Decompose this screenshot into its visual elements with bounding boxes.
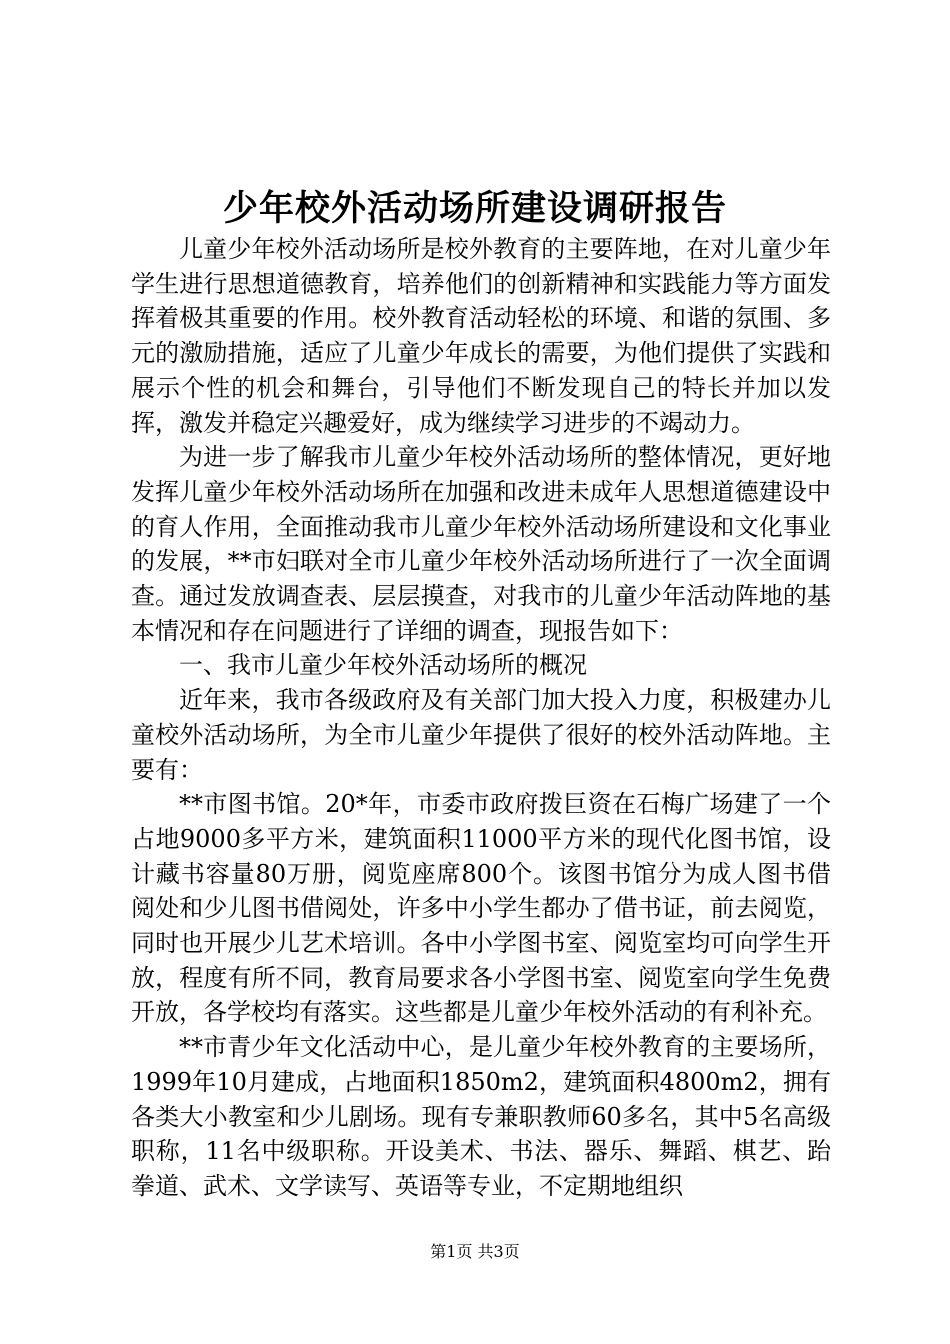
paragraph-recent-years: 近年来，我市各级政府及有关部门加大投入力度，积极建办儿童校外活动场所，为全市儿童少年提供了很好的校外活动阵地。主要有： xyxy=(131,686,831,784)
paragraph-survey: 为进一步了解我市儿童少年校外活动场所的整体情况，更好地发挥儿童少年校外活动场所在加强和改进未成年人思想道德建设中的育人作用，全面推动我市儿童少年校外活动场所建设和文化事业的发展，**市妇联对全市儿童少年校外活动场所进行了一次全面调查。通过发放调查表、层层摸查，对我市的儿童少年活动阵地的基本情况和存在问题进行了详细的调查，现报告如下： xyxy=(131,443,831,645)
document-body xyxy=(131,232,831,1204)
page-number-footer: 第1页 共3页 xyxy=(430,1242,520,1261)
paragraph-library: **市图书馆。20*年，市委市政府拨巨资在石梅广场建了一个占地9000多平方米，建筑面积11000平方米的现代化图书馆，设计藏书容量80万册，阅览座席800个。该图书馆分为成人图书借阅处和少儿图书借阅处，许多中小学生都办了借书证，前去阅览，同时也开展少儿艺术培训。各中小学图书室、阅览室均可向学生开放，程度有所不同，教育局要求各小学图书室、阅览室向学生免费开放，各学校均有落实。这些都是儿童少年校外活动的有利补充。 xyxy=(131,790,831,1027)
document-title: 少年校外活动场所建设调研报告 xyxy=(222,188,727,229)
section-heading-overview: 一、我市儿童少年校外活动场所的概况 xyxy=(179,651,587,680)
paragraph-youth-center: **市青少年文化活动中心，是儿童少年校外教育的主要场所，1999年10月建成，占地面积1850m2，建筑面积4800m2，拥有各类大小教室和少儿剧场。现有专兼职教师60多名，其中5名高级职称，11名中级职称。开设美术、书法、器乐、舞蹈、棋艺、跆拳道、武术、文学读写、英语等专业，不定期地组织 xyxy=(131,1033,831,1200)
paragraph-intro: 儿童少年校外活动场所是校外教育的主要阵地，在对儿童少年学生进行思想道德教育，培养他们的创新精神和实践能力等方面发挥着极其重要的作用。校外教育活动轻松的环境、和谐的氛围、多元的激励措施，适应了儿童少年成长的需要，为他们提供了实践和展示个性的机会和舞台，引导他们不断发现自己的特长并加以发挥，激发并稳定兴趣爱好，成为继续学习进步的不竭动力。 xyxy=(131,235,831,437)
